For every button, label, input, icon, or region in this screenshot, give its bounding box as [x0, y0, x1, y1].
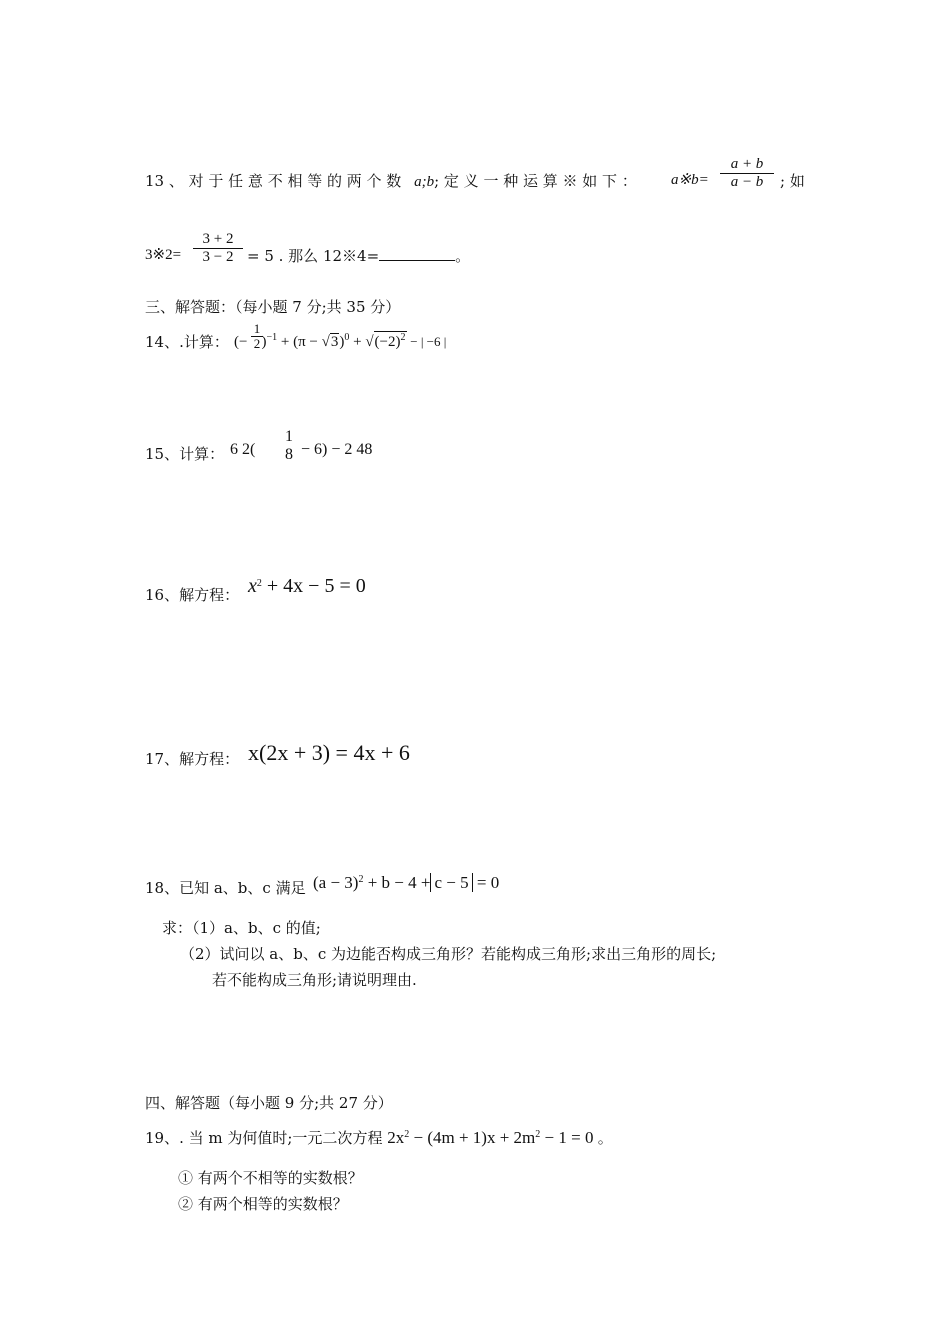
q14-t1-exp: −1: [266, 332, 278, 343]
q13-fraction: [720, 156, 774, 191]
q18-eq-a: (a − 3): [313, 873, 359, 892]
q14-sqrt-sign-2: √: [365, 334, 374, 350]
q18-eq-c: c − 5: [434, 873, 469, 892]
q18-abs-value: [430, 873, 472, 892]
q13-frac-den: a − b: [730, 174, 764, 190]
q19-eq-1: 2x: [387, 1128, 405, 1147]
q18-label: 18、已知 a、b、c 满足: [145, 879, 306, 897]
q14-t1: (−: [234, 334, 248, 350]
q15-num: 1: [285, 428, 293, 445]
q15-label: 15、计算：: [145, 445, 225, 463]
q14-t2-root: 3: [330, 334, 339, 350]
q19-line: [145, 1127, 613, 1148]
q15-den: 8: [285, 446, 293, 463]
q13-end: 。: [455, 247, 471, 265]
q18-part2: （2）试问以 a、b、c 为边能否构成三角形？若能构成三角形;求出三角形的周长;: [180, 945, 717, 963]
q13-lhs: a※b=: [671, 172, 709, 188]
q14-t2: + (π −: [280, 334, 318, 350]
q19-opt1: ① 有两个不相等的实数根？: [178, 1169, 363, 1187]
q13-ex-rhs-line: [247, 245, 470, 266]
q19-equation: [387, 1128, 597, 1147]
q14-t3-exp: 2: [400, 332, 406, 343]
q14-t2-exp: 0: [344, 332, 350, 343]
q16-label: 16、解方程：: [145, 586, 240, 604]
q13-ex-rhs: = 5 . 那么 12※4=: [247, 247, 380, 265]
q13-ex-den: 3 − 2: [202, 249, 234, 265]
q14-sqrt-sign: √: [321, 334, 330, 350]
q18-part2b: 若不能构成三角形;请说明理由.: [212, 971, 417, 989]
q15-t1: 6 2(: [230, 441, 256, 458]
q16-eq-x: x: [248, 575, 257, 597]
q14-expression: [234, 331, 446, 351]
q14-t1-den: 2: [253, 336, 261, 351]
q15-t2: − 6) − 2 48: [301, 441, 373, 458]
section4-title: 四、解答题（每小题 9 分;共 27 分）: [145, 1094, 393, 1112]
q19-eq-3: − 1 = 0: [544, 1128, 594, 1147]
q13-frac-num: a + b: [730, 156, 764, 172]
q18-eq-end: = 0: [476, 873, 500, 892]
q13-answer-blank: [379, 246, 455, 261]
q17-label: 17、解方程：: [145, 750, 240, 768]
q18-eq-b: + b − 4 +: [367, 873, 431, 892]
q19-eq-1-exp: 2: [404, 1129, 410, 1140]
q13-line1: [145, 170, 637, 191]
q14-t3-root: (−2): [374, 334, 401, 350]
q13-ex-lhs: 3※2=: [145, 247, 182, 263]
q14-half-fraction: [251, 322, 263, 351]
q13-prefix: 13 、 对 于 任 意 不 相 等 的 两 个 数: [145, 172, 402, 190]
q13-ex-num: 3 + 2: [202, 231, 234, 247]
q14-label: 14、.计算：: [145, 333, 229, 351]
q18-eq-a-exp: 2: [358, 874, 364, 885]
q18-equation: [313, 873, 499, 893]
q14-t4: − | −6 |: [410, 334, 447, 349]
q14-t1-num: 1: [253, 321, 261, 336]
q18-req: 求：（1）a、b、c 的值;: [162, 919, 321, 937]
q16-equation: [248, 575, 366, 598]
q14-t3: +: [353, 334, 362, 350]
q19-label: 19、. 当 m 为何值时;一元二次方程: [145, 1129, 383, 1147]
q13-ex-fraction: [193, 231, 243, 266]
q17-equation: x(2x + 3) = 4x + 6: [248, 740, 410, 765]
q14-t2-close: ): [339, 334, 345, 350]
q19-opt2: ② 有两个相等的实数根？: [178, 1195, 348, 1213]
q14-t3-radicand: [374, 331, 407, 351]
q13-suffix: ; 如: [780, 172, 805, 190]
q19-eq-2-exp: 2: [535, 1129, 541, 1140]
q14-t1-close: ): [261, 334, 267, 350]
q13-ab: a;b: [414, 174, 435, 190]
q16-eq-exp: 2: [256, 578, 262, 589]
q15-fraction: [281, 428, 297, 464]
q19-end: 。: [597, 1129, 613, 1147]
q16-eq-rest: + 4x − 5 = 0: [266, 575, 366, 597]
section3-title: 三、解答题：（每小题 7 分;共 35 分）: [145, 298, 401, 316]
q13-mid: ; 定 义 一 种 运 算 ※ 如 下 ：: [434, 172, 637, 190]
q19-eq-2: − (4m + 1)x + 2m: [413, 1128, 536, 1147]
